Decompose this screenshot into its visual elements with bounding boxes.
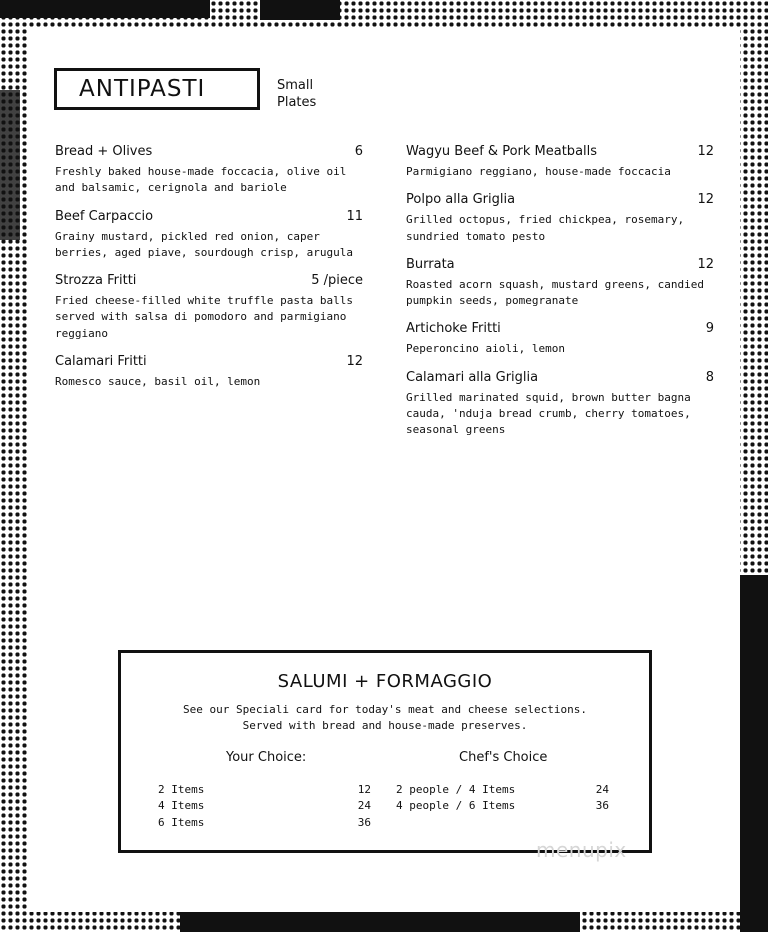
menu-item bbox=[55, 144, 363, 197]
price-row bbox=[158, 798, 371, 814]
price-row-label: 2 Items bbox=[158, 783, 205, 796]
menu-item bbox=[406, 144, 714, 180]
price-row-label: 6 Items bbox=[158, 815, 205, 829]
halftone-blob bbox=[180, 912, 580, 932]
item-price: 5 /piece bbox=[311, 273, 363, 289]
item-description: Freshly baked house-made foccacia, olive oil and balsamic, cerignola and bariole bbox=[55, 165, 347, 195]
item-description: Romesco sauce, basil oil, lemon bbox=[55, 375, 261, 389]
section-title-box bbox=[54, 68, 260, 110]
menu-item bbox=[406, 257, 714, 310]
item-name: Calamari alla Griglia bbox=[406, 369, 539, 385]
watermark: menupix bbox=[536, 838, 627, 862]
price-row-label: 4 people / 6 Items bbox=[396, 799, 516, 813]
section-subtitle: Small Plates bbox=[277, 78, 317, 110]
item-name: Artichoke Fritti bbox=[406, 321, 501, 337]
halftone-blob bbox=[740, 575, 768, 932]
section-title: ANTIPASTI bbox=[79, 76, 206, 102]
item-name: Burrata bbox=[406, 256, 455, 272]
menu-column-left bbox=[55, 144, 363, 402]
chefs-choice-heading: Chef's Choice bbox=[459, 750, 548, 765]
item-description: Grilled octopus, fried chickpea, rosemary, sundried tomato pesto bbox=[406, 213, 685, 243]
menu-item bbox=[406, 192, 714, 245]
salumi-desc-line: See our Speciali card for today's meat and cheese selections. bbox=[183, 703, 587, 716]
salumi-desc-line: Served with bread and house-made preserves. bbox=[242, 719, 528, 732]
item-price: 6 bbox=[354, 144, 363, 159]
price-row-label: 2 people / 4 Items bbox=[396, 783, 516, 796]
item-price: 12 bbox=[346, 354, 363, 370]
menu-page bbox=[28, 27, 740, 912]
price-row bbox=[158, 782, 371, 798]
item-name: Strozza Fritti bbox=[55, 273, 137, 289]
item-description: Grainy mustard, pickled red onion, caper berries, aged piave, sourdough crisp, arugula bbox=[55, 229, 354, 259]
price-row-value: 24 bbox=[357, 799, 371, 813]
item-description: Peperoncino aioli, lemon bbox=[406, 342, 565, 356]
price-row-value: 24 bbox=[595, 783, 609, 796]
menu-item bbox=[55, 209, 363, 262]
halftone-blob bbox=[0, 0, 210, 18]
halftone-blob bbox=[260, 0, 340, 20]
item-description: Roasted acorn squash, mustard greens, candied pumpkin seeds, pomegranate bbox=[406, 277, 705, 308]
your-choice-list bbox=[158, 782, 371, 831]
price-row-value: 36 bbox=[595, 799, 609, 813]
your-choice-heading: Your Choice: bbox=[226, 750, 307, 765]
menu-item bbox=[55, 273, 363, 342]
item-name: Wagyu Beef & Pork Meatballs bbox=[406, 144, 598, 159]
halftone-blob bbox=[0, 90, 20, 240]
price-row bbox=[396, 798, 609, 814]
menu-item bbox=[406, 370, 714, 439]
price-row-value: 36 bbox=[357, 815, 371, 829]
menu-item bbox=[406, 321, 714, 357]
price-row-value: 12 bbox=[357, 783, 371, 796]
item-name: Beef Carpaccio bbox=[55, 208, 154, 224]
item-price: 12 bbox=[697, 192, 714, 208]
price-row bbox=[396, 782, 609, 798]
salumi-title: SALUMI + FORMAGGIO bbox=[277, 671, 493, 692]
menu-item bbox=[55, 354, 363, 390]
price-row-label: 4 Items bbox=[158, 799, 205, 813]
item-price: 12 bbox=[697, 144, 714, 159]
item-price: 8 bbox=[705, 369, 714, 385]
item-description: Grilled marinated squid, brown butter bagna cauda, 'nduja bread crumb, cherry tomatoes, seasonal greens bbox=[406, 390, 691, 437]
item-price: 11 bbox=[346, 208, 363, 224]
item-price: 9 bbox=[705, 321, 714, 337]
item-name: Polpo alla Griglia bbox=[406, 192, 516, 208]
price-row bbox=[158, 815, 371, 831]
item-description: Parmigiano reggiano, house-made foccacia bbox=[406, 165, 671, 178]
item-name: Bread + Olives bbox=[55, 144, 153, 159]
salumi-box bbox=[118, 650, 652, 853]
item-name: Calamari Fritti bbox=[55, 354, 147, 370]
chefs-choice-list bbox=[396, 782, 609, 815]
menu-column-right bbox=[406, 144, 714, 451]
salumi-description bbox=[121, 702, 649, 734]
item-description: Fried cheese-filled white truffle pasta balls served with salsa di pomodoro and parmigiano reggiano bbox=[55, 294, 354, 340]
item-price: 12 bbox=[697, 256, 714, 272]
